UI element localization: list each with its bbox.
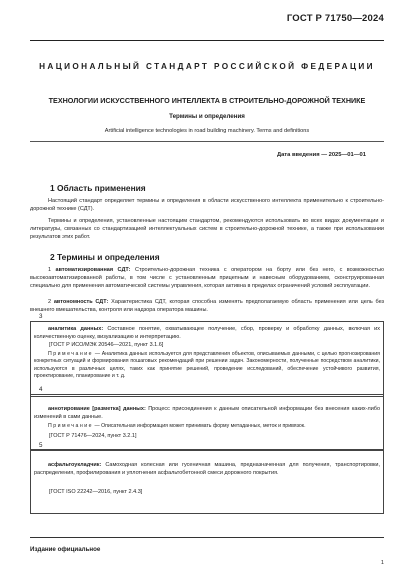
document-title-en: Artificial intelligence technologies in road building machinery. Terms and definitions xyxy=(104,128,310,134)
date-of-introduction: Дата введения — 2025—01—01 xyxy=(276,152,366,158)
term-box-4 xyxy=(30,386,384,450)
document-title-ru: ТЕХНОЛОГИИ ИСКУССТВЕННОГО ИНТЕЛЛЕКТА В СТРОИТЕЛЬНО-ДОРОЖНОЙ ТЕХНИКЕ xyxy=(48,96,366,105)
term-3-num: 3 xyxy=(39,313,43,320)
term-4-note-label: Примечание xyxy=(48,423,94,429)
term-5 xyxy=(34,461,380,477)
term-2-definition: Характеристика СДТ, которая способна изменять предполагаемую область применения или цель без внешнего вмешательства, контроля или надзора оператора машины. xyxy=(30,299,385,314)
term-4-definition: Процесс присоединения к данным описательной информации без внесения каких-либо изменений в сами данные. xyxy=(34,406,380,420)
term-3-definition: Составное понятие, охватывающее получение, сбор, проверку и обработку данных, включая их количественную оценку, визуализацию и интерпретацию. xyxy=(34,326,381,340)
term-4-note xyxy=(34,422,380,430)
term-2 xyxy=(30,298,384,314)
scope-paragraph-1: Настоящий стандарт определяет термины и определения в области искусственного интеллекта применительно к строительно-дорожной технике (СДТ). xyxy=(30,198,384,213)
scope-paragraph-2: Термины и определения, установленные настоящим стандартом, рекомендуются использовать во всех видах документации и литературы, связанных со стандартизацией интеллектуальных систем в строительно-дорожной технике, а также при использовании результатов этих работ. xyxy=(30,218,384,241)
term-box-5 xyxy=(30,442,384,514)
title-rule xyxy=(30,141,384,142)
term-5-name: асфальтоукладчик: xyxy=(48,462,102,468)
term-3 xyxy=(34,325,380,341)
term-5-reference: [ГОСТ ISO 22242—2016, пункт 2.4.3] xyxy=(49,489,143,495)
document-subtitle-ru: Термины и определения xyxy=(169,113,245,120)
term-1-definition: Строительно-дорожная техника с оператором на борту или без него, с возможностью высокоавтоматизированной работы, в том числе с установленным прицепным и навесным оборудованием, сконструированная специально для применения автоматической системы управления, которая активна в пределах ограничений условий эксплуатации. xyxy=(30,267,384,290)
term-1 xyxy=(30,266,384,291)
term-2-name: автономность СДТ: xyxy=(53,299,109,305)
page-number: 1 xyxy=(380,560,384,566)
term-4-reference: [ГОСТ Р 71476—2024, пункт 3.2.1] xyxy=(49,433,137,439)
term-3-note xyxy=(34,351,380,380)
footer-rule xyxy=(30,537,384,538)
standard-id: ГОСТ Р 71750—2024 xyxy=(286,13,384,24)
term-box-3 xyxy=(30,313,384,397)
section-1-heading: 1 Область применения xyxy=(50,183,146,193)
term-3-note-text: — Аналитика данных используется для представления объектов, описываемых данными, с целью прогнозирования конкретных ситуаций и формирования пошаговых рекомендаций при решении задач. Закономерности, полученные посредством аналитики, используются в различных целях, таких как принятие решений, проведение исследований, обеспечение устойчивого развития, проектирование, планирование и т. д. xyxy=(34,351,380,379)
term-3-note-label: Примечание xyxy=(48,351,94,357)
term-4-note-text: — Описательная информация может принимать форму метаданных, меток и привязок. xyxy=(93,423,306,429)
term-4 xyxy=(34,405,380,421)
official-edition-label: Издание официальное xyxy=(30,546,101,553)
section-2-heading: 2 Термины и определения xyxy=(50,252,160,262)
term-3-reference: [ГОСТ Р ИСО/МЭК 20546—2021, пункт 3.1.6] xyxy=(49,342,164,348)
term-3-name: аналитика данных: xyxy=(48,326,104,332)
term-5-num: 5 xyxy=(39,442,43,449)
term-1-name: автоматизированная СДТ: xyxy=(55,267,131,273)
top-rule xyxy=(30,40,384,41)
term-4-name: аннотирование [разметка] данных: xyxy=(48,406,146,412)
term-4-num: 4 xyxy=(39,386,43,393)
term-5-definition: Самоходная колесная или гусеничная машина, предназначенная для получения, транспортировки, распределения, профилирования и уплотнения асфальтобетонной смеси дорожного покрытия. xyxy=(34,462,381,476)
term-2-num: 2 xyxy=(48,299,52,305)
term-1-num: 1 xyxy=(48,267,52,273)
national-standard-title: НАЦИОНАЛЬНЫЙ СТАНДАРТ РОССИЙСКОЙ ФЕДЕРАЦИИ xyxy=(39,62,375,71)
